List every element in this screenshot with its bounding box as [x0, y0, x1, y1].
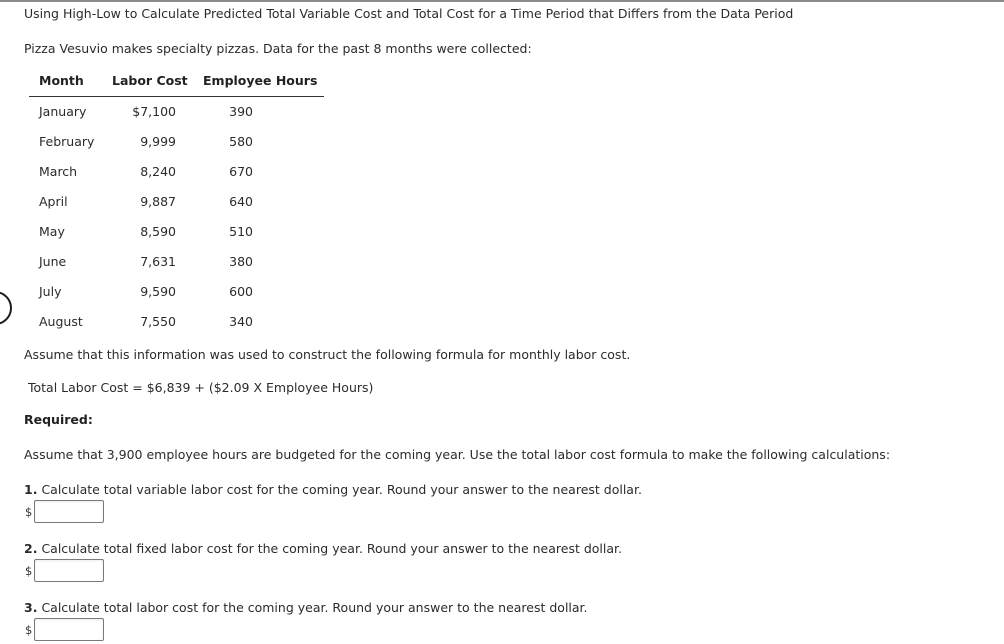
cell-month: May [39, 224, 65, 239]
cell-month: June [39, 254, 67, 269]
header-month: Month [39, 73, 84, 88]
cell-labor-cost: 8,590 [140, 224, 176, 239]
question-number: 2. [24, 541, 38, 556]
currency-symbol: $ [25, 564, 33, 578]
intro-text: Pizza Vesuvio makes specialty pizzas. Data for the past 8 months were collected: [24, 41, 532, 56]
cell-month: March [39, 164, 78, 179]
cursor-circle-icon [0, 291, 12, 325]
currency-symbol: $ [25, 623, 33, 637]
cell-month: July [39, 284, 62, 299]
page-title: Using High-Low to Calculate Predicted Total Variable Cost and Total Cost for a Time Period that Differs from the Data Period [24, 6, 794, 21]
question-text: Calculate total labor cost for the coming year. Round your answer to the nearest dollar. [41, 600, 588, 615]
total-labor-cost-input[interactable] [34, 618, 104, 641]
question-number: 3. [24, 600, 38, 615]
assumption-text: Assume that this information was used to construct the following formula for monthly labor cost. [24, 347, 631, 362]
cell-employee-hours: 390 [229, 104, 253, 119]
cell-labor-cost: 7,631 [140, 254, 176, 269]
cell-labor-cost: 9,590 [140, 284, 176, 299]
cell-month: February [39, 134, 95, 149]
variable-labor-cost-input[interactable] [34, 500, 104, 523]
cell-labor-cost: $7,100 [132, 104, 176, 119]
cell-month: April [39, 194, 68, 209]
table-header-divider [29, 96, 324, 97]
cell-labor-cost: 9,887 [140, 194, 176, 209]
cell-employee-hours: 510 [229, 224, 253, 239]
currency-symbol: $ [25, 505, 33, 519]
header-labor-cost: Labor Cost [112, 73, 188, 88]
header-employee-hours: Employee Hours [203, 73, 318, 88]
cell-labor-cost: 9,999 [140, 134, 176, 149]
cell-month: January [39, 104, 87, 119]
cell-employee-hours: 340 [229, 314, 253, 329]
required-heading: Required: [24, 412, 93, 427]
question-text: Calculate total variable labor cost for the coming year. Round your answer to the nearest dollar. [41, 482, 642, 497]
cell-employee-hours: 600 [229, 284, 253, 299]
cell-employee-hours: 380 [229, 254, 253, 269]
fixed-labor-cost-input[interactable] [34, 559, 104, 582]
cell-employee-hours: 640 [229, 194, 253, 209]
top-divider [0, 0, 1004, 2]
cell-labor-cost: 8,240 [140, 164, 176, 179]
question-number: 1. [24, 482, 38, 497]
instructions-text: Assume that 3,900 employee hours are budgeted for the coming year. Use the total labor cost formula to make the following calculations: [24, 447, 891, 462]
formula-text: Total Labor Cost = $6,839 + ($2.09 X Employee Hours) [28, 380, 374, 395]
cell-employee-hours: 670 [229, 164, 253, 179]
cell-employee-hours: 580 [229, 134, 253, 149]
cell-month: August [39, 314, 83, 329]
cell-labor-cost: 7,550 [140, 314, 176, 329]
question-text: Calculate total fixed labor cost for the coming year. Round your answer to the nearest dollar. [41, 541, 623, 556]
